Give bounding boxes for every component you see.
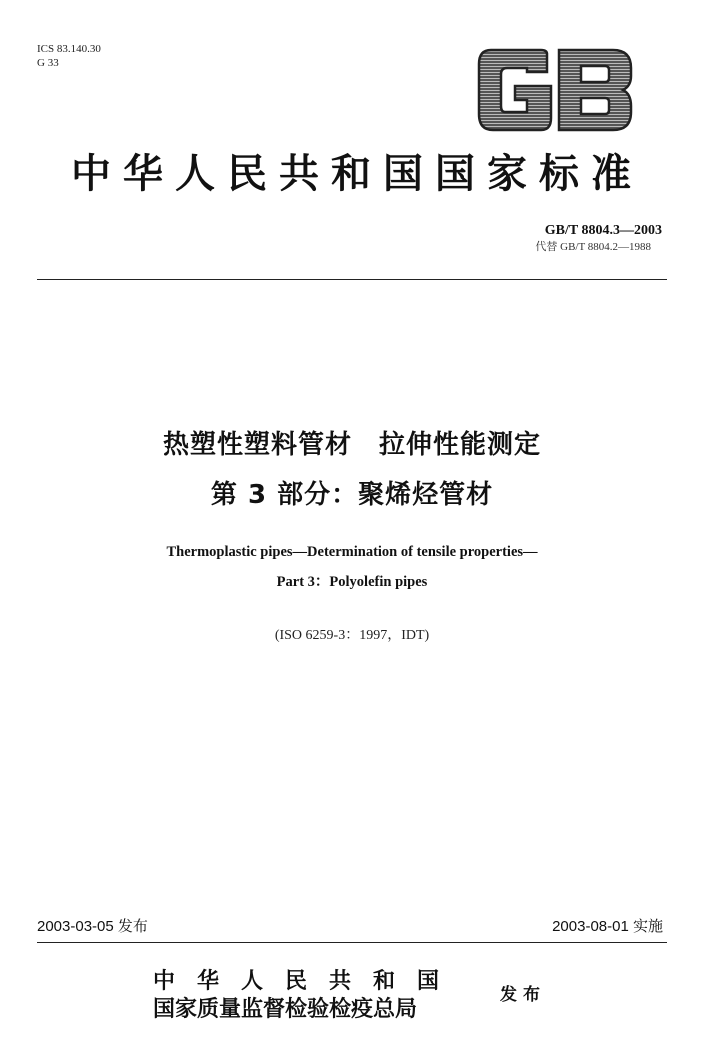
english-title-line2: Part 3：Polyolefin pipes [276,574,428,590]
standard-number: GB/T 8804.3—2003 [544,223,662,238]
issuing-authority [153,968,461,1023]
issuer-line2: 国家质量监督检验检疫总局 [153,996,418,1022]
issue-date: 2003-03-05 发布 [37,918,148,935]
implementation-date: 2003-08-01 实施 [552,918,663,935]
main-title: 中华人民共和国国家标准 [71,150,643,197]
top-divider [37,279,667,280]
iso-reference: (ISO 6259-3：1997，IDT) [274,628,430,643]
chinese-title-line2: 第 3 部分：聚烯烃管材 [210,480,494,510]
chinese-title-line1: 热塑性塑料管材 拉伸性能测定 [162,430,541,460]
classification-code: G 33 [37,57,59,69]
bottom-divider [37,942,667,943]
classification-codes [37,42,101,70]
english-title-line1: Thermoplastic pipes—Determination of tensile properties— [166,544,538,560]
publish-label: 发布 [500,985,546,1005]
ics-code: ICS 83.140.30 [37,43,101,55]
gb-logo [477,48,633,132]
replaces-standard: 代替 GB/T 8804.2—1988 [535,241,651,253]
issuer-line1: 中华人民共和国 [153,968,462,994]
